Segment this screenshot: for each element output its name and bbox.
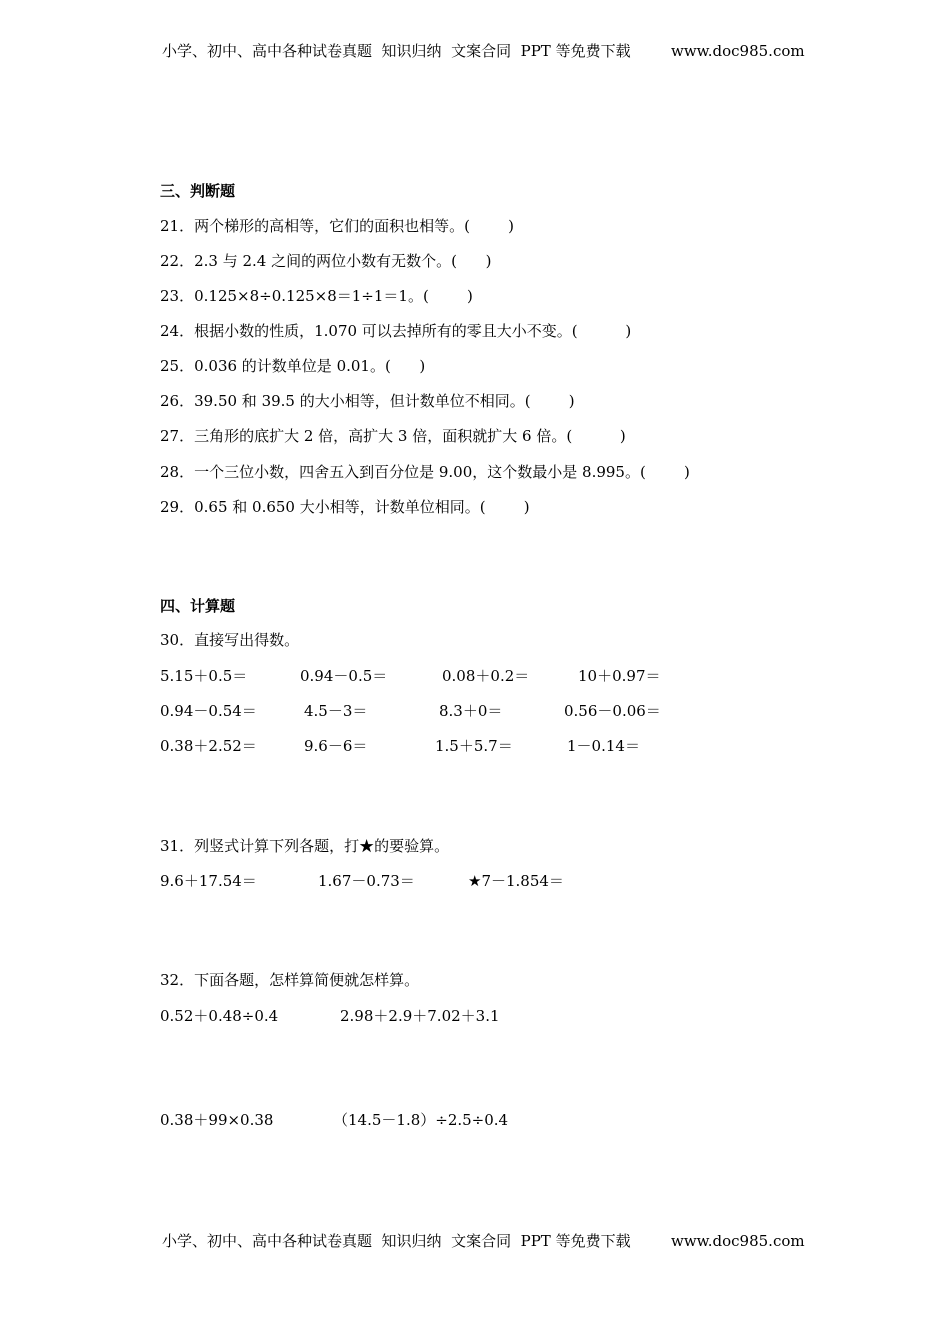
question-22: 22．2.3 与 2.4 之间的两位小数有无数个。( ) bbox=[160, 252, 492, 270]
question-26: 26．39.50 和 39.5 的大小相等，但计数单位不相同。( ) bbox=[160, 392, 575, 410]
calc-item: 1－0.14＝ bbox=[567, 737, 640, 755]
footer-text: 小学、初中、高中各种试卷真题 知识归纳 文案合同 PPT 等免费下载 bbox=[162, 1232, 631, 1250]
calc-item: 8.3＋0＝ bbox=[439, 702, 503, 720]
section-4-title: 四、计算题 bbox=[160, 597, 236, 615]
calc-item: 9.6－6＝ bbox=[304, 737, 368, 755]
calc-item: 0.08＋0.2＝ bbox=[442, 667, 530, 685]
calc-item: 0.38＋2.52＝ bbox=[160, 737, 257, 755]
question-25: 25．0.036 的计数单位是 0.01。( ) bbox=[160, 357, 426, 375]
question-30: 30．直接写出得数。 bbox=[160, 631, 300, 649]
simplify-item: 0.52＋0.48÷0.4 bbox=[160, 1007, 279, 1025]
vertical-calc-item: 1.67－0.73＝ bbox=[318, 872, 415, 890]
calc-item: 1.5＋5.7＝ bbox=[435, 737, 513, 755]
vertical-calc-item: ★7－1.854＝ bbox=[468, 872, 564, 890]
header-text: 小学、初中、高中各种试卷真题 知识归纳 文案合同 PPT 等免费下载 bbox=[162, 42, 631, 60]
question-23: 23．0.125×8÷0.125×8＝1÷1＝1。( ) bbox=[160, 287, 473, 305]
question-32: 32．下面各题，怎样算简便就怎样算。 bbox=[160, 971, 420, 989]
question-24: 24．根据小数的性质，1.070 可以去掉所有的零且大小不变。( ) bbox=[160, 322, 632, 340]
footer-url: www.doc985.com bbox=[671, 1232, 805, 1250]
calc-item: 5.15＋0.5＝ bbox=[160, 667, 248, 685]
header-url: www.doc985.com bbox=[671, 42, 805, 60]
calc-item: 0.94－0.54＝ bbox=[160, 702, 257, 720]
question-21: 21．两个梯形的高相等，它们的面积也相等。( ) bbox=[160, 217, 514, 235]
vertical-calc-item: 9.6＋17.54＝ bbox=[160, 872, 257, 890]
question-29: 29．0.65 和 0.650 大小相等，计数单位相同。( ) bbox=[160, 498, 530, 516]
simplify-item: （14.5－1.8）÷2.5÷0.4 bbox=[333, 1111, 509, 1129]
calc-item: 0.56－0.06＝ bbox=[564, 702, 661, 720]
question-27: 27．三角形的底扩大 2 倍，高扩大 3 倍，面积就扩大 6 倍。( ) bbox=[160, 427, 626, 445]
question-28: 28．一个三位小数，四舍五入到百分位是 9.00，这个数最小是 8.995。( ) bbox=[160, 463, 690, 481]
section-3-title: 三、判断题 bbox=[160, 182, 236, 200]
calc-item: 4.5－3＝ bbox=[304, 702, 368, 720]
simplify-item: 2.98＋2.9＋7.02＋3.1 bbox=[340, 1007, 500, 1025]
calc-item: 0.94－0.5＝ bbox=[300, 667, 388, 685]
calc-item: 10＋0.97＝ bbox=[578, 667, 661, 685]
simplify-item: 0.38＋99×0.38 bbox=[160, 1111, 274, 1129]
question-31: 31．列竖式计算下列各题，打★的要验算。 bbox=[160, 837, 450, 855]
